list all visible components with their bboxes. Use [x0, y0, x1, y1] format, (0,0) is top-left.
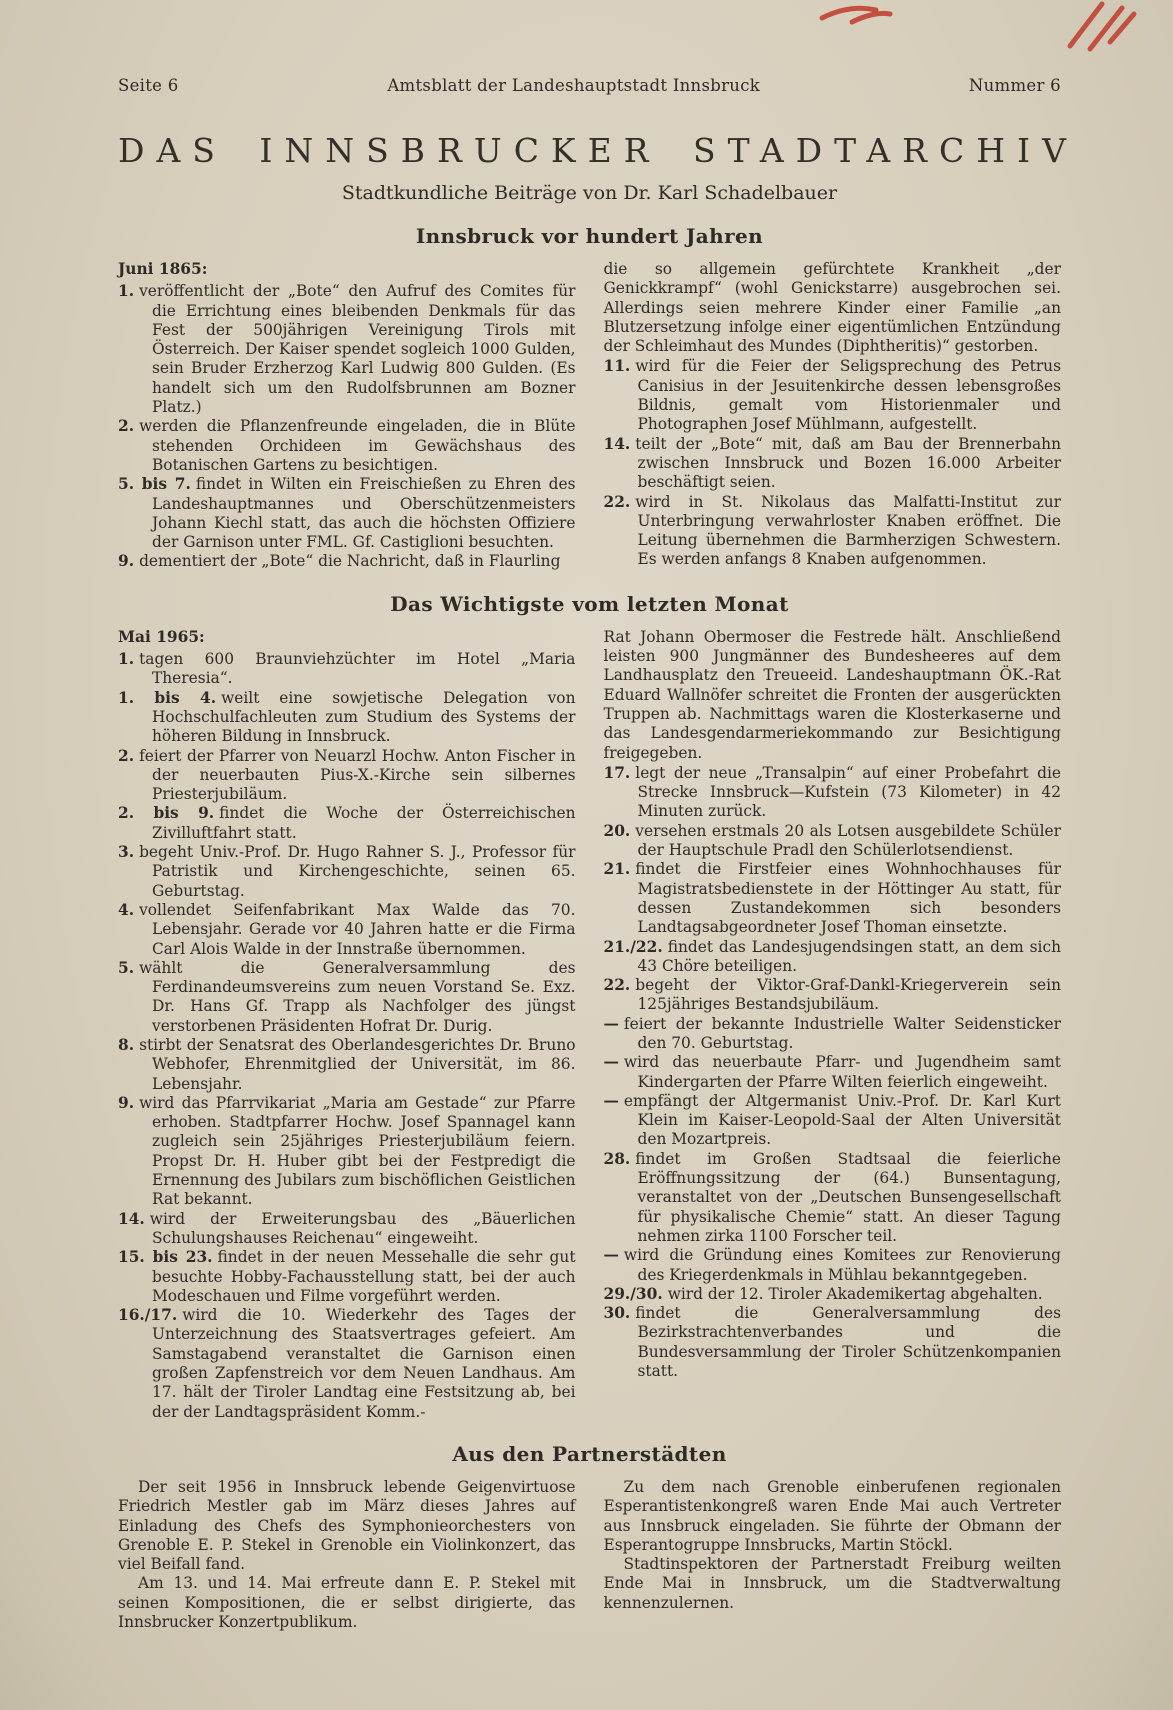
- entry-text: tagen 600 Braunviehzüchter im Hotel „Maria Theresia“.: [139, 650, 576, 688]
- dated-entry: [604, 764, 1062, 822]
- entry-date-marker: 29./30.: [603, 1284, 663, 1303]
- entry-date-marker: 21./22.: [603, 937, 663, 956]
- entry-text: versehen erstmals 20 als Lotsen ausgebildete Schüler der Hauptschule Pradl den Schülerlotsendienst.: [635, 821, 1061, 860]
- dated-entry: [604, 1150, 1062, 1246]
- journal-title: Amtsblatt der Landeshauptstadt Innsbruck: [387, 76, 761, 95]
- entry-date-marker: 1. bis 4.: [118, 688, 217, 707]
- masthead: [118, 76, 1061, 95]
- entry-date-marker: 15. bis 23.: [118, 1248, 213, 1267]
- entry-date-marker: —: [603, 1246, 619, 1265]
- page-number: Seite 6: [118, 76, 179, 95]
- dated-entry: [604, 435, 1062, 493]
- entry-text: werden die Pflanzenfreunde eingeladen, die in Blüte stehenden Orchideen im Gewächshaus des Botanischen Gartens zu besichtigen.: [139, 417, 576, 474]
- month-lead: Juni 1865:: [118, 260, 208, 278]
- dated-entry: [604, 1015, 1062, 1054]
- dated-entry: [604, 1092, 1062, 1150]
- entry-text: wird in St. Nikolaus das Malfatti-Institut zur Unterbringung verwahrloster Knaben eröffnet. Die Leitung übernehmen die Barmherzigen Schwestern. Es werden anfangs 8 Knaben aufgenommen.: [635, 492, 1061, 569]
- entry-text: begeht Univ.-Prof. Dr. Hugo Rahner S. J., Professor für Patristik und Kirchengeschichte, seinen 65. Geburtstag.: [139, 843, 576, 900]
- entry-text: weilt eine sowjetische Delegation von Hochschulfachleuten zum Studium des Systems der höheren Bildung in Innsbruck.: [152, 688, 576, 746]
- entry-text: findet die Generalversammlung des Bezirkstrachtenverbandes und die Bundesversammlung der Tiroler Schützenkompanien statt.: [635, 1304, 1061, 1381]
- dated-entry: [118, 1306, 576, 1422]
- paragraph: Am 13. und 14. Mai erfreute dann E. P. Stekel mit seinen Kompositionen, die er selbst dirigierte, das Innsbrucker Konzertpublikum.: [118, 1574, 576, 1631]
- entry-text: veröffentlicht der „Bote“ den Aufruf des Comites für die Errichtung eines bleibenden Denkmals für das Fest der 500jährigen Vereinigung Tirols mit Österreich. Der Kaiser spendet sogleich 1000 Gulden, sein Bruder Erzherzog Karl Ludwig 800 Gulden. (Es handelt sich um den Rudolfsbrunnen am Bozner Platz.): [139, 282, 576, 417]
- continuation-text: Rat Johann Obermoser die Festrede hält. Anschließend leisten 900 Jungmänner des Bundesheeres auf dem Landhausplatz den Treueeid. Landeshauptmann ÖK.-Rat Eduard Wallnöfer schreitet die Fronten der ausgerückten Truppen ab. Nachmittags waren die Klosterkaserne und das Landesgendarmeriekommando zur Besichtigung freigegeben.: [603, 627, 1061, 762]
- entry-text: wählt die Generalversammlung des Ferdinandeumsvereins zum neuen Vorstand Se. Exz. Dr. Hans Gf. Trapp als Nachfolger des jüngst verstorbenen Präsidenten Hofrat Dr. Durig.: [139, 958, 576, 1035]
- dated-entry: [604, 1053, 1062, 1092]
- entry-date-marker: 9.: [118, 1093, 135, 1112]
- entry-text: wird das neuerbaute Pfarr- und Jugendheim samt Kindergarten der Pfarre Wilten feierlich eingeweiht.: [623, 1053, 1061, 1091]
- dated-entry: [118, 959, 576, 1036]
- entry-date-marker: 5. bis 7.: [118, 475, 191, 494]
- dated-entry: [604, 938, 1062, 977]
- entry-date-marker: 1.: [118, 282, 135, 301]
- dated-entry: [118, 650, 576, 689]
- entry-date-marker: 1.: [118, 650, 135, 669]
- dated-entry: [118, 1094, 576, 1210]
- entry-date-marker: 28.: [603, 1149, 631, 1168]
- dated-entry: [118, 901, 576, 959]
- continuation-text: die so allgemein gefürchtete Krankheit „der Genickkrampf“ (wohl Genickstarre) ausgebrochen sei. Allerdings seien mehrere Kinder einer Familie „an Blutzersetzung infolge einer eigentümlichen Entzündung der Schleimhaut des Mundes (Diphtheritis)“ gestorben.: [603, 260, 1061, 356]
- dated-entry: [118, 552, 576, 571]
- dated-entry: [604, 493, 1062, 570]
- entry-list: [118, 282, 576, 571]
- section-heading: Aus den Partnerstädten: [452, 1441, 727, 1466]
- dated-entry: [118, 1210, 576, 1249]
- entry-date-marker: 14.: [118, 1209, 145, 1228]
- entry-date-marker: 4.: [118, 900, 135, 919]
- entry-text: teilt der „Bote“ mit, daß am Bau der Brennerbahn zwischen Innsbruck und Bozen 16.000 Arbeiter beschäftigt seien.: [635, 434, 1061, 492]
- entry-text: findet das Landesjugendsingen statt, an dem sich 43 Chöre beteiligen.: [637, 937, 1061, 975]
- dated-entry: [118, 417, 576, 475]
- dated-entry: [118, 689, 576, 747]
- entry-text: findet in der neuen Messehalle die sehr gut besuchte Hobby-Fachausstellung statt, bei der auch Modeschauen und Filme vorgeführt werden.: [152, 1248, 576, 1305]
- entry-text: wird die Gründung eines Komitees zur Renovierung des Kriegerdenkmals in Mühlau bekanntgegeben.: [623, 1246, 1061, 1284]
- entry-text: legt der neue „Transalpin“ auf einer Probefahrt die Strecke Innsbruck—Kufstein (73 Kilometer) in 42 Minuten zurück.: [635, 763, 1061, 821]
- entry-text: feiert der Pfarrer von Neuarzl Hochw. Anton Fischer in der neuerbauten Pius-X.-Kirche sein silbernes Priesterjubiläum.: [139, 746, 576, 804]
- entry-text: stirbt der Senatsrat des Oberlandesgerichtes Dr. Bruno Webhofer, Ehrenmitglied der Universität, im 86. Lebensjahr.: [139, 1035, 576, 1093]
- entry-text: wird der 12. Tiroler Akademikertag abgehalten.: [667, 1284, 1043, 1303]
- entry-text: wird für die Feier der Seligsprechung des Petrus Canisius in der Jesuitenkirche dessen lebensgroßes Bildnis, gemalt vom Historienmaler und Photographen Josef Mühlmann, aufgestellt.: [635, 357, 1061, 434]
- entry-date-marker: 5.: [118, 958, 135, 977]
- entry-text: begeht der Viktor-Graf-Dankl-Kriegerverein sein 125jähriges Bestandsjubiläum.: [635, 976, 1061, 1014]
- entry-list: [604, 357, 1062, 569]
- right-column: [604, 260, 1062, 572]
- dated-entry: [604, 860, 1062, 937]
- entry-text: vollendet Seifenfabrikant Max Walde das 70. Lebensjahr. Gerade vor 40 Jahren hatte er die Firma Carl Alois Walde in der Innstraße übernommen.: [139, 900, 576, 958]
- entry-text: feiert der bekannte Industrielle Walter Seidensticker den 70. Geburtstag.: [623, 1014, 1061, 1052]
- entry-date-marker: 21.: [603, 860, 631, 879]
- dated-entry: [118, 747, 576, 805]
- entry-date-marker: 11.: [603, 357, 631, 376]
- right-column: [604, 628, 1062, 1422]
- dated-entry: [604, 822, 1062, 861]
- right-column: [604, 1478, 1062, 1632]
- left-column: [118, 1478, 576, 1632]
- entry-date-marker: 30.: [603, 1304, 631, 1323]
- entry-date-marker: 2.: [118, 746, 135, 765]
- entry-date-marker: 17.: [603, 763, 631, 782]
- entry-date-marker: 22.: [603, 976, 631, 995]
- dated-entry: [118, 282, 576, 417]
- left-column: [118, 260, 576, 572]
- left-column: [118, 628, 576, 1422]
- month-lead: Mai 1965:: [118, 627, 205, 646]
- dated-entry: [604, 1285, 1062, 1304]
- entry-date-marker: —: [603, 1014, 619, 1033]
- entry-text: wird die 10. Wiederkehr des Tages der Unterzeichnung des Staatsvertrages gefeiert. Am Samstagabend veranstaltet die Garnison einen großen Zapfenstreich vor dem Neuen Landhaus. Am 17. hält der Tiroler Landtag eine Festsitzung ab, bei der der Landtagspräsident Komm.-: [152, 1306, 576, 1421]
- section-last-month: [118, 592, 1061, 1422]
- entry-date-marker: 22.: [603, 492, 631, 511]
- dated-entry: [604, 1246, 1062, 1285]
- entry-list: [118, 650, 576, 1422]
- entry-text: wird der Erweiterungsbau des „Bäuerlichen Schulungshauses Reichenau“ eingeweiht.: [149, 1209, 576, 1247]
- entry-date-marker: 20.: [603, 821, 631, 840]
- entry-date-marker: —: [603, 1053, 619, 1072]
- dated-entry: [118, 1248, 576, 1306]
- dated-entry: [118, 804, 576, 843]
- entry-text: dementiert der „Bote“ die Nachricht, daß in Flaurling: [139, 552, 561, 571]
- paragraph: Der seit 1956 in Innsbruck lebende Geigenvirtuose Friedrich Mestler gab im März dieses Jahres auf Einladung des Chefs des Symphonieorchesters von Grenoble E. P. Stekel in Grenoble ein Violinkonzert, das viel Beifall fand.: [118, 1477, 576, 1574]
- paragraph: Zu dem nach Grenoble einberufenen regionalen Esperantistenkongreß waren Ende Mai auch Vertreter aus Innsbruck eingeladen. Sie führte der Obmann der Esperantogruppe Innsbrucks, Martin Stöckl.: [603, 1477, 1061, 1554]
- article-subtitle: Stadtkundliche Beiträge von Dr. Karl Schadelbauer: [341, 182, 838, 204]
- dated-entry: [118, 1036, 576, 1094]
- entry-date-marker: —: [603, 1091, 619, 1110]
- dated-entry: [118, 843, 576, 901]
- section-hundred-years-ago: [118, 224, 1061, 572]
- article-title: DAS INNSBRUCKER STADTARCHIV: [118, 131, 1078, 170]
- dated-entry: [604, 357, 1062, 434]
- dated-entry: [118, 475, 576, 552]
- entry-date-marker: 3.: [118, 843, 135, 862]
- entry-text: findet die Firstfeier eines Wohnhochhauses für Magistratsbedienstete in der Höttinger Au statt, für dessen Zustandekommen sich besonders Landtagsabgeordneter Josef Thoman einsetzte.: [635, 860, 1061, 937]
- entry-list: [604, 764, 1062, 1382]
- entry-date-marker: 2. bis 9.: [118, 804, 215, 823]
- paragraph: Stadtinspektoren der Partnerstadt Freiburg weilten Ende Mai in Innsbruck, um die Stadtverwaltung kennenzulernen.: [603, 1555, 1061, 1612]
- entry-date-marker: 14.: [603, 434, 631, 453]
- entry-text: wird das Pfarrvikariat „Maria am Gestade“ zur Pfarre erhoben. Stadtpfarrer Hochw. Josef Spannagel kann zugleich sein 25jähriges Priesterjubiläum feiern. Propst Dr. H. Huber gibt bei der Festpredigt die Ernennung des Jubilars zum bischöflichen Geistlichen Rat bekannt.: [139, 1093, 576, 1209]
- entry-text: findet im Großen Stadtsaal die feierliche Eröffnungssitzung der (64.) Bunsentagung, veranstaltet von der „Deutschen Bunsengesellschaft für physikalische Chemie“ statt. An dieser Tagung nehmen zirka 1100 Forscher teil.: [635, 1149, 1061, 1245]
- entry-text: empfängt der Altgermanist Univ.-Prof. Dr. Karl Kurt Klein im Kaiser-Leopold-Saal der Alten Universität den Mozartpreis.: [623, 1091, 1061, 1149]
- section-partner-cities: [118, 1442, 1061, 1632]
- section-heading: Innsbruck vor hundert Jahren: [415, 224, 764, 248]
- entry-date-marker: 2.: [118, 417, 135, 436]
- issue-number: Nummer 6: [968, 76, 1061, 95]
- entry-date-marker: 16./17.: [118, 1306, 178, 1325]
- entry-date-marker: 9.: [118, 552, 135, 571]
- section-heading: Das Wichtigste vom letzten Monat: [390, 591, 789, 616]
- entry-date-marker: 8.: [118, 1035, 135, 1054]
- entry-text: findet die Woche der Österreichischen Zivilluftfahrt statt.: [152, 804, 576, 842]
- dated-entry: [604, 976, 1062, 1015]
- dated-entry: [604, 1304, 1062, 1381]
- entry-text: findet in Wilten ein Freischießen zu Ehren des Landeshauptmannes und Oberschützenmeisters Johann Kiechl statt, das auch die höchsten Offiziere der Garnison unter FML. Gf. Castiglioni besuchten.: [152, 475, 576, 552]
